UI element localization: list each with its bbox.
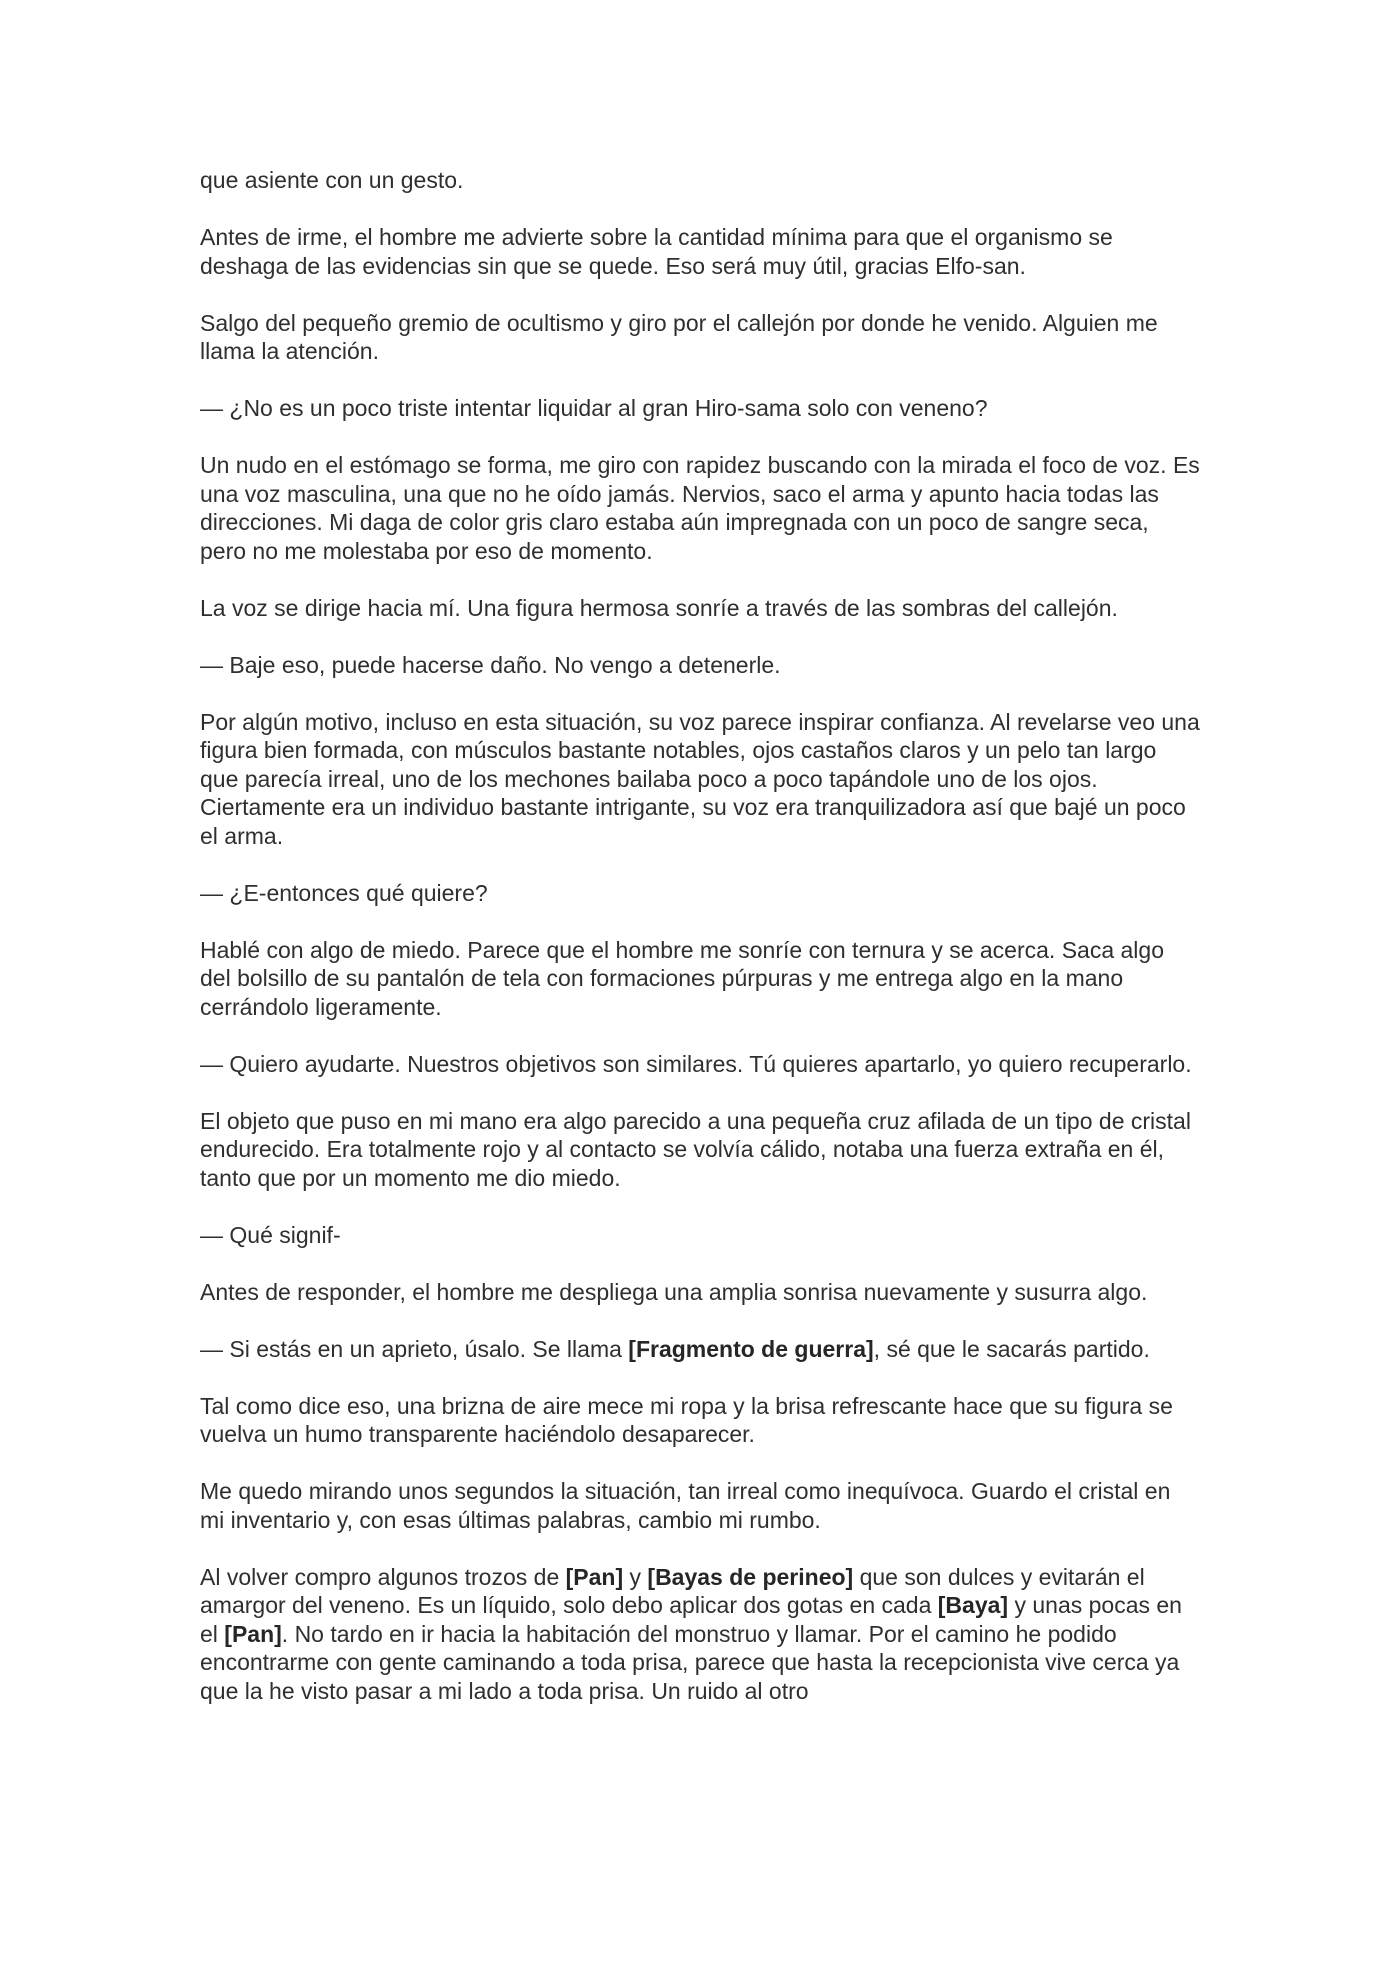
paragraph-text: Hablé con algo de miedo. Parece que el hombre me sonríe con ternura y se acerca. Saca algo del bolsillo de su pantalón de tela con formaciones púrpuras y me entrega algo en la mano cerrándolo ligeramente. (200, 936, 1165, 1020)
paragraph (200, 1050, 1200, 1079)
paragraph-text: . No tardo en ir hacia la habitación del monstruo y llamar. Por el camino he podido encontrarme con gente caminando a toda prisa, parece que hasta la recepcionista vive cerca ya que la he visto pasar a mi lado a toda prisa. Un ruido al otro (200, 1620, 1180, 1704)
paragraph (200, 1107, 1200, 1193)
paragraph (200, 879, 1200, 908)
paragraph-text: La voz se dirige hacia mí. Una figura hermosa sonríe a través de las sombras del callejón. (200, 594, 1118, 621)
paragraph-text: Por algún motivo, incluso en esta situación, su voz parece inspirar confianza. Al revelarse veo una figura bien formada, con músculos bastante notables, ojos castaños claros y un pelo tan largo que parecía irreal, uno de los mechones bailaba poco a poco tapándole uno de los ojos. Ciertamente era un individuo bastante intrigante, su voz era tranquilizadora así que bajé un poco el arma. (200, 708, 1200, 849)
paragraph-text: , sé que le sacarás partido. (873, 1335, 1150, 1362)
paragraph-text: — Qué signif- (200, 1221, 341, 1248)
paragraph (200, 223, 1200, 280)
document-body (200, 166, 1200, 1705)
paragraph-text: Al volver compro algunos trozos de (200, 1563, 566, 1590)
paragraph-text: Salgo del pequeño gremio de ocultismo y giro por el callejón por donde he venido. Alguien me llama la atención. (200, 309, 1158, 364)
paragraph (200, 1477, 1200, 1534)
paragraph (200, 166, 1200, 195)
paragraph-text: — Quiero ayudarte. Nuestros objetivos son similares. Tú quieres apartarlo, yo quiero recuperarlo. (200, 1050, 1192, 1077)
bold-item-name: [Bayas de perineo] (647, 1563, 854, 1590)
paragraph (200, 309, 1200, 366)
paragraph-text: que asiente con un gesto. (200, 167, 464, 193)
paragraph-text: Me quedo mirando unos segundos la situación, tan irreal como inequívoca. Guardo el cristal en mi inventario y, con esas últimas palabras, cambio mi rumbo. (200, 1478, 1171, 1533)
paragraph (200, 1335, 1200, 1364)
paragraph-text: Tal como dice eso, una brizna de aire mece mi ropa y la brisa refrescante hace que su figura se vuelva un humo transparente haciéndolo desaparecer. (200, 1392, 1173, 1447)
paragraph-text: y (623, 1563, 648, 1590)
paragraph (200, 651, 1200, 680)
paragraph (200, 708, 1200, 851)
paragraph-text: — ¿E-entonces qué quiere? (200, 879, 488, 906)
paragraph-text: Antes de responder, el hombre me despliega una amplia sonrisa nuevamente y susurra algo. (200, 1278, 1148, 1305)
paragraph (200, 1221, 1200, 1250)
paragraph-text: — ¿No es un poco triste intentar liquidar al gran Hiro-sama solo con veneno? (200, 395, 988, 421)
paragraph (200, 1278, 1200, 1307)
paragraph (200, 451, 1200, 565)
paragraph-text: Antes de irme, el hombre me advierte sobre la cantidad mínima para que el organismo se deshaga de las evidencias sin que se quede. Eso será muy útil, gracias Elfo-san. (200, 224, 1113, 279)
paragraph-text: El objeto que puso en mi mano era algo parecido a una pequeña cruz afilada de un tipo de cristal endurecido. Era totalmente rojo y al contacto se volvía cálido, notaba una fuerza extraña en él, tanto que por un momento me dio miedo. (200, 1107, 1191, 1191)
bold-item-name: [Pan] (224, 1620, 282, 1647)
bold-item-name: [Baya] (937, 1592, 1009, 1618)
paragraph-text: y unas pocas en el (200, 1592, 1182, 1647)
paragraph-text: que son dulces y evitarán el amargor del veneno. Es un líquido, solo debo aplicar dos gotas en cada (200, 1563, 1145, 1618)
paragraph-text: — Baje eso, puede hacerse daño. No vengo a detenerle. (200, 651, 781, 678)
paragraph (200, 394, 1200, 423)
paragraph (200, 1392, 1200, 1449)
paragraph-text: Un nudo en el estómago se forma, me giro con rapidez buscando con la mirada el foco de voz. Es una voz masculina, una que no he oído jamás. Nervios, saco el arma y apunto hacia todas las direcciones. Mi daga de color gris claro estaba aún impregnada con un poco de sangre seca, pero no me molestaba por eso de momento. (200, 452, 1200, 564)
paragraph (200, 1563, 1200, 1706)
bold-item-name: [Pan] (565, 1563, 624, 1590)
paragraph (200, 936, 1200, 1022)
paragraph-text: — Si estás en un aprieto, úsalo. Se llama (200, 1335, 629, 1362)
paragraph (200, 594, 1200, 623)
bold-item-name: [Fragmento de guerra] (628, 1335, 874, 1362)
